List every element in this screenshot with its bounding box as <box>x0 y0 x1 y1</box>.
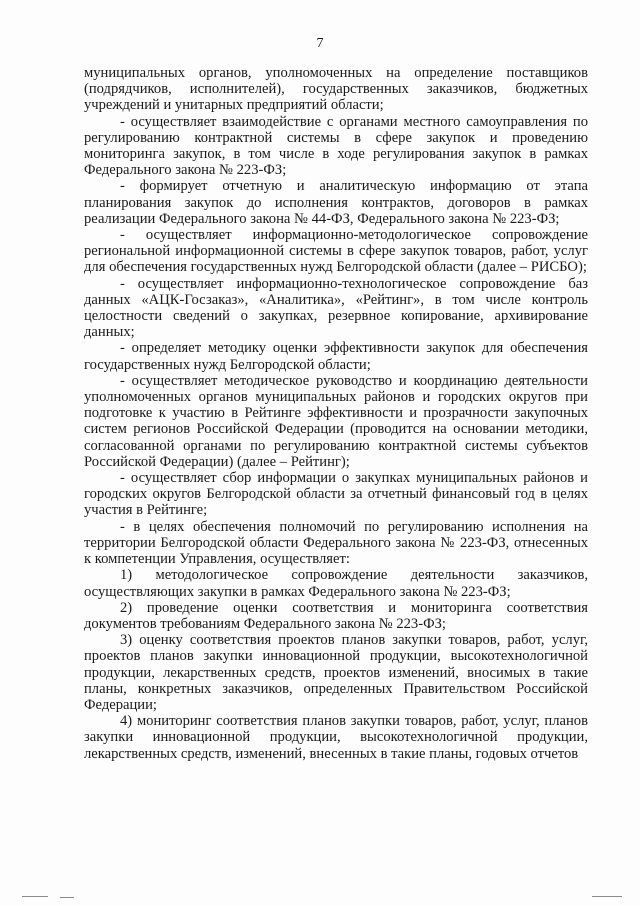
paragraph-reporting-analytics: - формирует отчетную и аналитическую информацию от этапа планирования закупок до исполнения контрактов, договоров в рамках реализации Федерального закона № 44-ФЗ, Федерального закона № 223-ФЗ; <box>84 178 588 227</box>
list-item-2: 2) проведение оценки соответствия и мониторинга соответствия документов требованиям Федерального закона № 223-ФЗ; <box>84 599 588 632</box>
document-body <box>84 65 588 762</box>
paragraph-database-support: - осуществляет информационно-технологическое сопровождение баз данных «АЦК-Госзаказ», «Аналитика», «Рейтинг», в том числе контроль целостности сведений о закупках, резервное копирование, архивирование данных; <box>84 275 588 341</box>
page-number: 7 <box>316 36 324 51</box>
paragraph-rating-coordination: - осуществляет методическое руководство и координацию деятельности уполномоченных органов муниципальных районов и городских округов при подготовке к участию в Рейтинге эффективности и прозрачности закупочных систем регионов Российской Федерации (проводится на основании методики, согласованной органами по регулированию контрактной системы субъектов Российской Федерации) (далее – Рейтинг); <box>84 372 588 470</box>
paragraph-risbo-support: - осуществляет информационно-методологическое сопровождение региональной информационной системы в сфере закупок товаров, работ, услуг для обеспечения государственных нужд Белгородской области (далее – РИСБО); <box>84 227 588 276</box>
paragraph-efficiency-methodology: - определяет методику оценки эффективности закупок для обеспечения государственных нужд Белгородской области; <box>84 340 588 373</box>
paragraph-continuation: муниципальных органов, уполномоченных на определение поставщиков (подрядчиков, исполнителей), государственных заказчиков, бюджетных учреждений и унитарных предприятий области; <box>84 65 588 114</box>
list-item-4: 4) мониторинг соответствия планов закупки товаров, работ, услуг, планов закупки инновационной продукции, высокотехнологичной продукции, лекарственных средств, изменений, внесенных в такие планы, годовых отчетов <box>84 713 588 762</box>
paragraph-223fz-powers: - в целях обеспечения полномочий по регулированию исполнения на территории Белгородской области Федерального закона № 223-ФЗ, отнесенных к компетенции Управления, осуществляет: <box>84 518 588 568</box>
paragraph-interaction-local-government: - осуществляет взаимодействие с органами местного самоуправления по регулированию контрактной системы в сфере закупок и проведению мониторинга закупок, в том числе в ходе регулирования закупок в рамках Федерального закона № 223-ФЗ; <box>84 113 588 179</box>
list-item-1: 1) методологическое сопровождение деятельности заказчиков, осуществляющих закупки в рамках Федерального закона № 223-ФЗ; <box>84 567 588 600</box>
scan-artifact <box>22 896 48 897</box>
paragraph-rating-data-collection: - осуществляет сбор информации о закупках муниципальных районов и городских округов Белгородской области за отчетный финансовый год в целях участия в Рейтинге; <box>84 470 588 519</box>
scan-artifact <box>592 896 622 897</box>
scan-artifact <box>60 897 74 898</box>
list-item-3: 3) оценку соответствия проектов планов закупки товаров, работ, услуг, проектов планов закупки инновационной продукции, высокотехнологичной продукции, лекарственных средств, проектов изменений, вносимых в такие планы, конкретных заказчиков, определенных Правительством Российской Федерации; <box>84 632 588 713</box>
